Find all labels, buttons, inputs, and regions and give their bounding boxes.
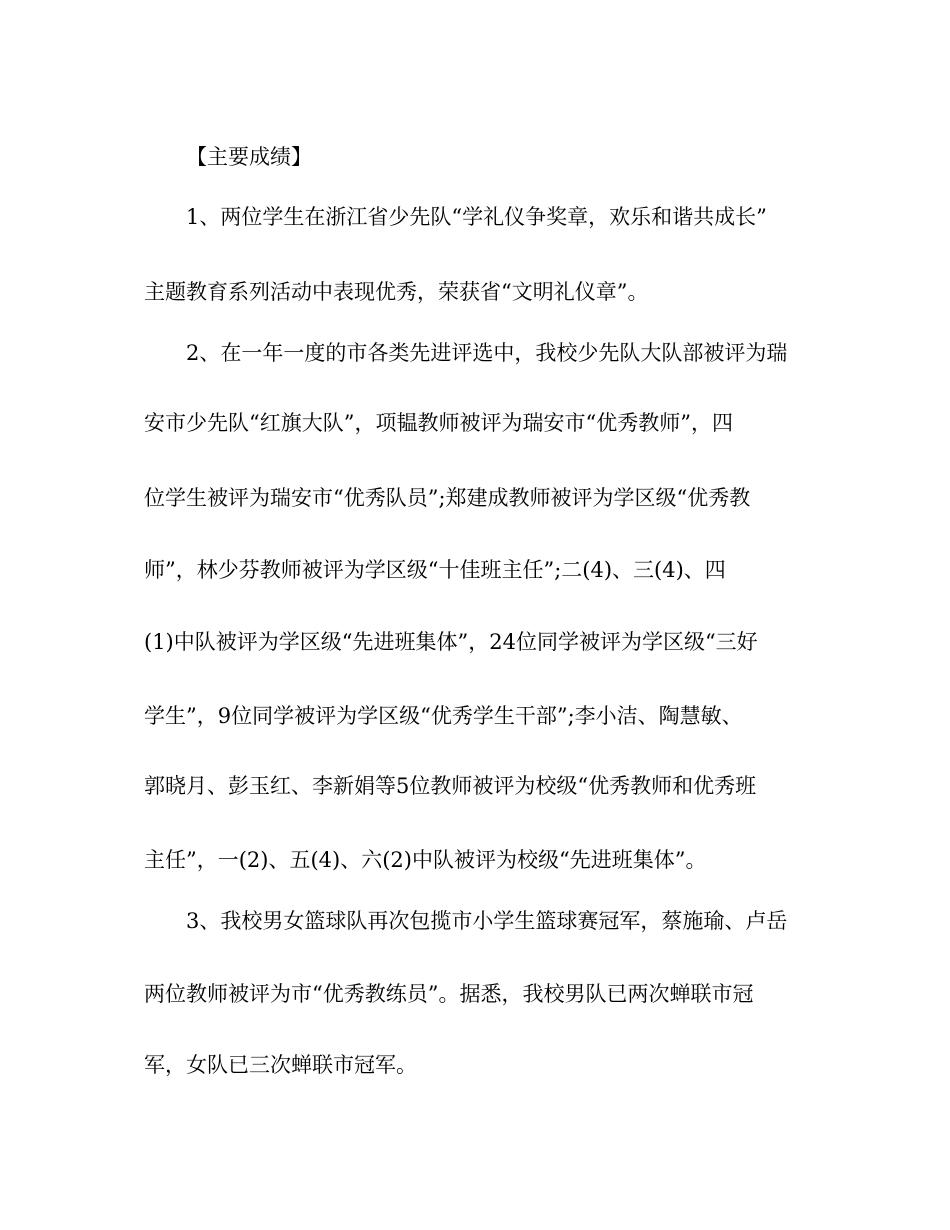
paragraph-line: 师”，林少芬教师被评为学区级“十佳班主任”;二(4)、三(4)、四 [144,558,726,582]
section-heading: 【主要成绩】 [186,145,312,169]
paragraph-line: 主任”，一(2)、五(4)、六(2)中队被评为校级“先进班集体”。 [144,848,707,872]
paragraph-line: 学生”，9位同学被评为学区级“优秀学生干部”;李小洁、陶慧敏、 [144,704,743,728]
paragraph-line: 军，女队已三次蝉联市冠军。 [144,1053,417,1077]
paragraph-line: 安市少先队“红旗大队”，项韫教师被评为瑞安市“优秀教师”，四 [144,411,733,435]
paragraph-line: 3、我校男女篮球队再次包揽市小学生篮球赛冠军，蔡施瑜、卢岳 [186,909,788,933]
paragraph-line: (1)中队被评为学区级“先进班集体”，24位同学被评为学区级“三好 [144,630,758,654]
paragraph-line: 2、在一年一度的市各类先进评选中，我校少先队大队部被评为瑞 [186,341,788,365]
paragraph-line: 位学生被评为瑞安市“优秀队员”;郑建成教师被评为学区级“优秀教 [144,486,751,510]
paragraph-line: 两位教师被评为市“优秀教练员”。据悉，我校男队已两次蝉联市冠 [144,982,754,1006]
paragraph-line: 郭晓月、彭玉红、李新娟等5位教师被评为校级“优秀教师和优秀班 [144,774,757,798]
paragraph-line: 1、两位学生在浙江省少先队“学礼仪争奖章，欢乐和谐共成长” [186,205,767,229]
paragraph-line: 主题教育系列活动中表现优秀，荣获省“文明礼仪章”。 [144,280,649,304]
